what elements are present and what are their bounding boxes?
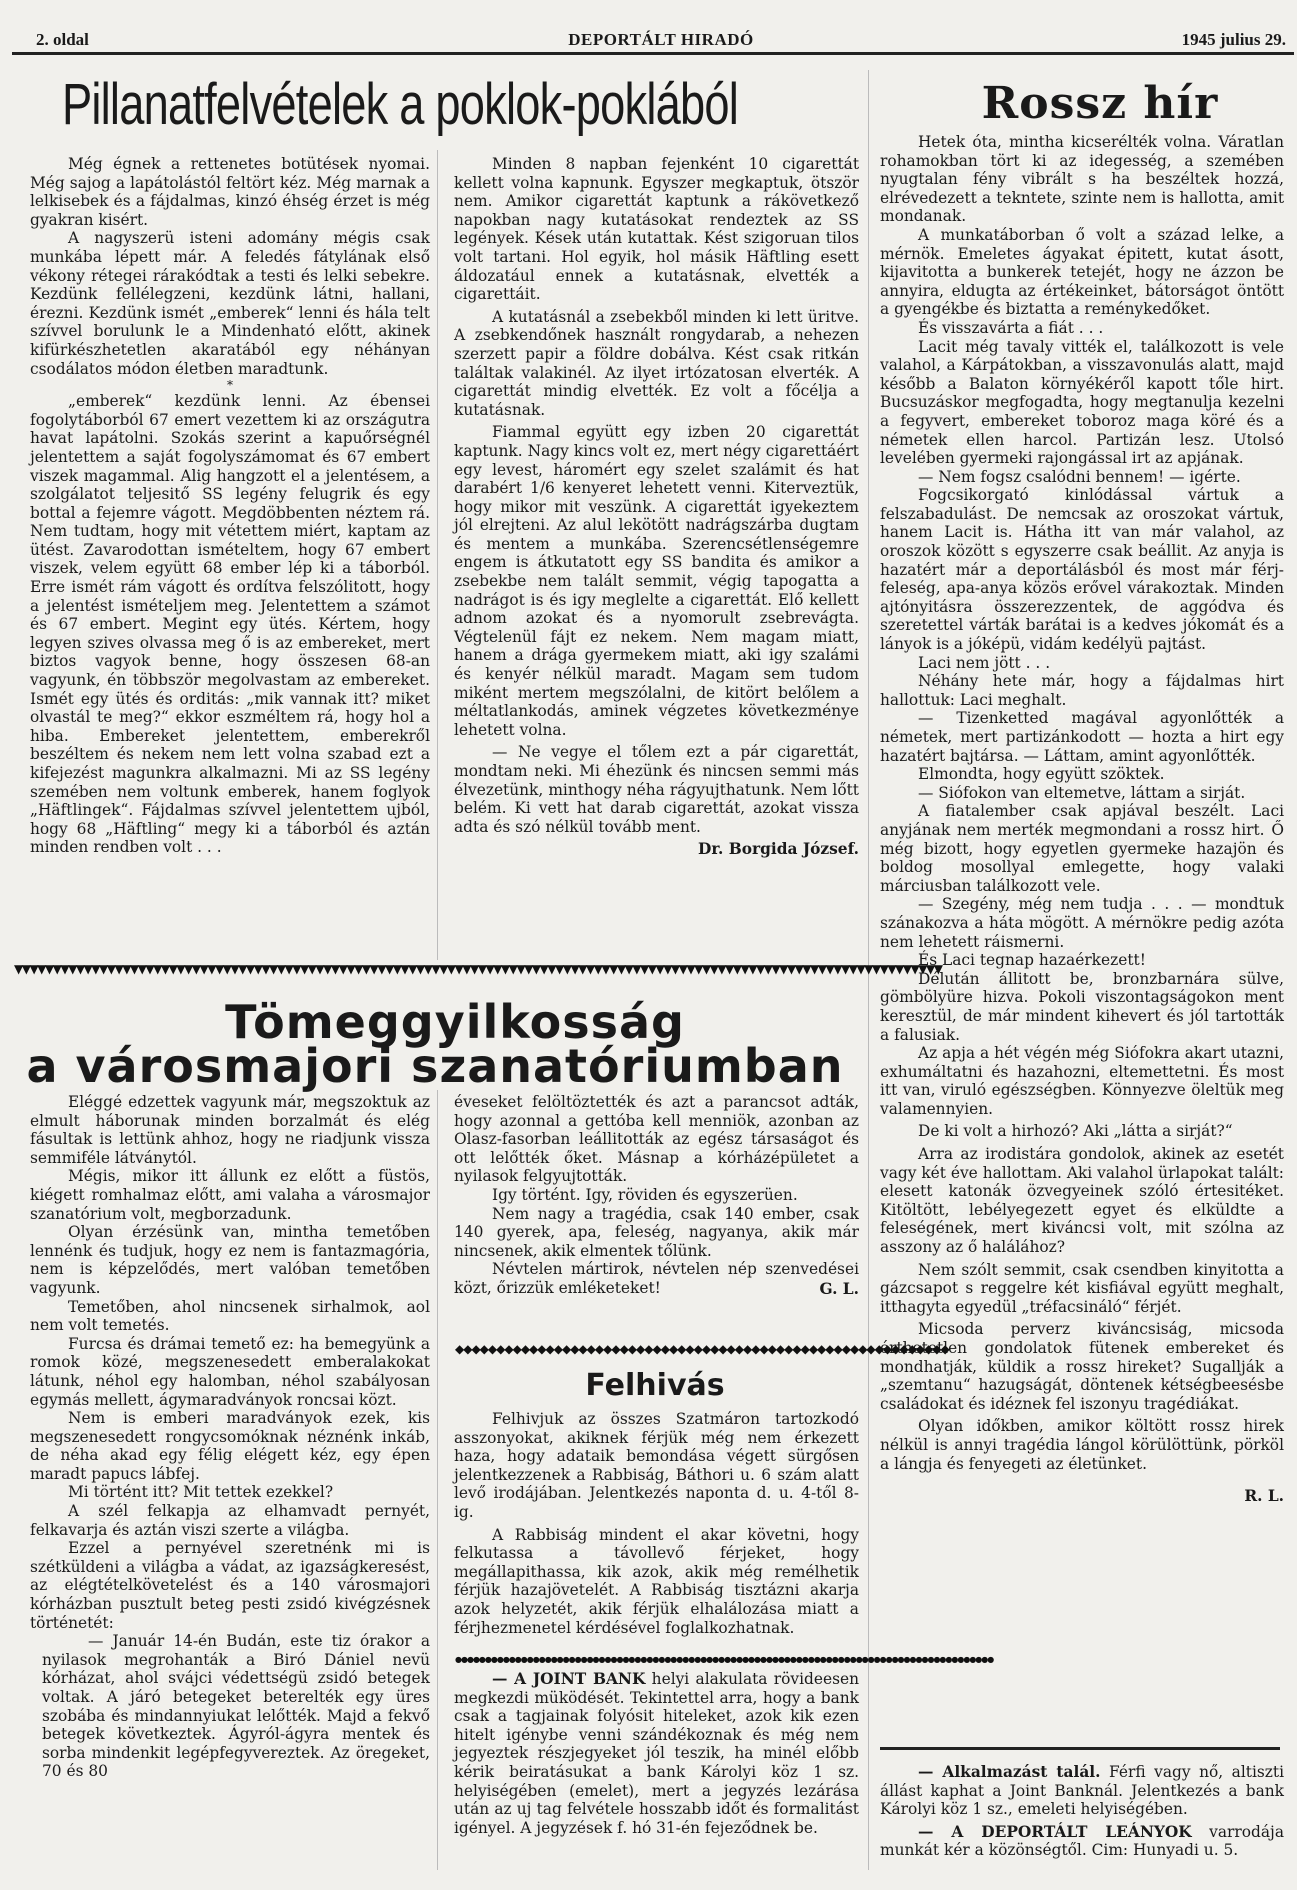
paragraph: A szél felkapja az elhamvadt pernyét, felkavarja és aztán viszi szerte a világba.: [30, 1502, 430, 1539]
paragraph: Arra az irodistára gondolok, akinek az esetét vagy két éve hallottam. Aki valahol ürlapokat talált: elesett katonák özvegyeinek szóló értesitéket. Kitöltött, lebélyegezett egyet és elküldte a feleségének, mert kiváncsi volt, mit szólna az asszony az ő halálához?: [880, 1145, 1284, 1257]
paragraph: — Tizenketted magával agyonlőtték a németek, mert partizánkodott — hozta a hirt egy hazatért bajtársa. — Láttam, amint agyonlőtték.: [880, 709, 1284, 765]
notice-lead: — A DEPORTÁLT LEÁNYOK: [918, 1822, 1192, 1841]
title-line-2: a városmajori szanatóriumban: [26, 1039, 844, 1093]
paragraph: — Siófokon van eltemetve, láttam a sirját.: [918, 783, 1246, 802]
paragraph: Furcsa és drámai temető ez: ha bemegyünk a romok közé, megszenesedett emberalakokat látunk, néhol egy halomban, néhol szabályosan egymás mellett, ágymaradványok roncsai közt.: [30, 1334, 430, 1409]
author-signature: Dr. Borgida József.: [697, 840, 859, 859]
paragraph: — Ne vegye el tőlem ezt a pár cigarettát, mondtam neki. Mi éhezünk és nincsen semmi más élvezetünk, minthogy néha rágyujthatunk. Nem lőtt belém. Ki vett hat darab cigarettát, azokat vissza adta és szó nélkül tovább ment.: [454, 743, 859, 836]
section-separator-star: *: [227, 378, 233, 393]
paragraph: És visszavárta a fiát . . .: [918, 318, 1104, 337]
paragraph: És Laci tegnap hazaérkezett!: [918, 951, 1146, 970]
paragraph: A munkatáborban ő volt a század lelke, a mérnök. Emeletes ágyakat épitett, kutat ásott, kijavitotta a bunkerek tetejét, hogy ne ázzon be annyira, eldugta az értékeinket, bátorságot öntött a gyengékbe és biztatta a reménykedőket.: [880, 225, 1284, 319]
paragraph: Eléggé edzettek vagyunk már, megszoktuk az elmult háborunak minden borzalmát és elég fásultak is lettünk ahhoz, hogy ne riadjunk vissza semmiféle látványtól.: [30, 1093, 430, 1167]
article-tomeggyilkossag-title: [0, 995, 870, 1093]
paragraph: A kutatásnál a zsebekből minden ki lett üritve. A zsebkendőnek használt rongydarab, a nehezen szerzett papir a földre dobálva. Kést csak ritkán találtak valakinél. Az ilyet irtózatosan elverték. A cigarettát mindig elvették. Ez volt a főcélja a kutatásnak.: [454, 307, 859, 419]
notice-lead: — A JOINT BANK: [492, 1670, 646, 1688]
paragraph: éveseket felöltöztették és azt a parancsot adták, hogy azonnal a gettóba kell menniök, azonban az Olasz-fasorban leállitották az egész társaságot és ott lelőtték őket. Másnap a kórházépületet a nyilasok felgyujtották.: [454, 1093, 859, 1186]
dotted-border-divider: ●●●●●●●●●●●●●●●●●●●●●●●●●●●●●●●●●●●●●●●●●●●●●●●●●●●●●●●●●●●●●●●●●●●●●●●●●●●●●●●●●●●●●●●●●●: [455, 1655, 994, 1664]
paragraph: Olyan érzésünk van, mintha temetőben lennénk és tudjuk, hogy ez nem is fantazmagória, nem is képzelődés, mert valóban temetőben vagyunk.: [30, 1223, 430, 1297]
paragraph: Ezzel a pernyével szeretnénk mi is szétküldeni a világba a vádat, az igazságkeresést, az elégtételkövetelést és a 140 városmajori kórházban pusztult beteg pesti zsidó kivégzésnek történetét:: [30, 1539, 430, 1632]
paragraph: Fogcsikorgató kinlódással vártuk a felszabadulást. De nemcsak az oroszokat vártuk, hanem Lacit is. Hátha itt van már valahol, az oroszok között s egyszerre csak beállit. Az anyja is hazatért már a deportálásból és most már férj-feleség, apa-anya közös erővel várakoztak. Minden ajtónyitásra összerezzentek, de aggódva és szeretettel várták barátai is a kedves jókomát és a lányok is a jóképü, vidám kedélyü pajtást.: [880, 486, 1284, 654]
article-pillanatfelvetelek-col1: [30, 155, 430, 857]
paragraph: Még égnek a rettenetes botütések nyomai. Még sajog a lapátolástól feltört kéz. Még marnak a lelkisebek és a fájdalmas, kinzó éhség érzet is még gyakran kisért.: [30, 155, 430, 229]
article-felhivas-title: Felhivás: [585, 1368, 725, 1403]
article-pillanatfelvetelek-title: Pillanatfelvételek a poklok-poklából: [62, 72, 739, 137]
paragraph: Minden 8 napban fejenként 10 cigarettát kellett volna kapnunk. Egyszer megkaptuk, ötször nem. Amikor cigarettát kaptunk a rákövetkező napokban nagy kutatásokat rendeztek az SS legények. Kések után kutattak. Kést szigoruan tilos volt tartani. Hol egyik, hol másik Häftling esett áldozatául ennek a kutatásnak, elvették a cigarettáit.: [454, 155, 859, 304]
paragraph: Nem nagy a tragédia, csak 140 ember, csak 140 gyerek, apa, feleség, nagyanya, akik már nincsenek, akik elmentek tőlünk.: [454, 1204, 859, 1260]
paragraph: Hetek óta, mintha kicserélték volna. Váratlan rohamokban tört ki az idegesség, a szemében nyugtalan fény vibrált s ha beszéltek hozzá, elrévedezett a tekntete, szinte nem is hallotta, amit mondanak.: [880, 133, 1284, 226]
masthead-rule: [12, 52, 1294, 55]
paragraph: Nem szólt semmit, csak csendben kinyitotta a gázcsapot s reggelre két kisfiával együtt meghalt, itthagyta egyedül „tréfacsináló“ férjét.: [880, 1260, 1284, 1316]
paragraph: Elmondta, hogy együtt szöktek.: [918, 765, 1165, 784]
paragraph: Mégis, mikor itt állunk ez előtt a füstös, kiégett romhalmaz előtt, ami valaha a városmajor szanatórium volt, megborzadunk.: [30, 1167, 430, 1223]
issue-date: 1945 julius 29.: [1181, 30, 1286, 49]
notice-seamstress: [880, 1823, 1284, 1860]
notice-joint-bank: [454, 1670, 859, 1837]
article-tomeggyilkossag-col1: [30, 1093, 430, 1781]
notice-lead: — Alkalmazást talál.: [918, 1763, 1101, 1781]
column-divider: [437, 150, 438, 960]
column-divider: [437, 1090, 438, 1870]
article-pillanatfelvetelek-col2: [454, 155, 859, 859]
paragraph: A nagyszerü isteni adomány mégis csak munkába lépett már. A feledés fátylának első vékony rétegei rárakódtak a testi és lelki sebekre. Kezdünk fellélegzeni, kezdünk látni, hallani, érezni. Kezdünk ismét „emberek“ lenni és hála telt szívvel borulunk le a Mindenható előtt, akinek kifürkészhetetlen akaratából egy néhányan csodálatos módon életben maradtunk.: [30, 229, 430, 378]
paragraph: Délután állitott be, bronzbarnára sülve, gömbölyüre hizva. Pokoli viszontagságokon ment keresztül, de már mindent kihevert és jól tartották a falusiak.: [880, 969, 1284, 1044]
paragraph: — Nem fogsz csalódni bennem! — igérte.: [918, 467, 1241, 486]
article-rossz-hir-body: [880, 133, 1284, 1506]
article-tomeggyilkossag-col2: [454, 1093, 859, 1298]
notice-text: varrodája munkát kér a közönségtől. Cim: Hunyadi u. 5.: [880, 1822, 1285, 1860]
article-rossz-hir-title: Rossz hír: [981, 78, 1219, 129]
paragraph: A fiatalember csak apjával beszélt. Laci anyjának nem merték megmondani a rossz hirt. Ő még bizott, hogy egyetlen gyermeke hazajön és boldog mosollyal emlegette, hogy valaki márciusban találkozott vele.: [880, 802, 1284, 895]
page-number: 2. oldal: [36, 30, 89, 49]
paragraph: Mi történt itt? Mit tettek ezekkel?: [68, 1483, 334, 1502]
paragraph: — Január 14-én Budán, este tiz órakor a nyilasok megrohanták a Biró Dániel nevü kórházat, ahol svájci védettségü zsidó betegek voltak. A járó betegeket beterelték egy üres szobába és mindannyiukat lelőtték. Majd a fekvő betegek következtek. Ágyról-ágyra mentek és sorba mindenkit legépfegyvereztek. Az öregeket, 70 és 80: [42, 1632, 430, 1781]
paragraph: Micsoda perverz kiváncsiság, micsoda érthetetlen gondolatok fütenek embereket és mondhatják, küldik a rossz hireket? Sugallják a „szemtanu“ hazugságát, döntenek kétségbeesésbe családokat és idéznek fel iszonyu tragédiákat.: [880, 1320, 1284, 1413]
paragraph: De ki volt a hirhozó? Aki „látta a sirját?“: [918, 1122, 1233, 1141]
paragraph: Lacit még tavaly vitték el, találkozott is vele valahol, a Kárpátokban, a visszavonulás alatt, majd később a Balaton környékéről kapott tőle hirt. Bucsuzáskor megfogadta, hogy megtanulja kezelni a fegyvert, embereket toboroz maga köré és a németek ellen harcol. Partizán lesz. Utolsó levelében gyermeki rajongással irt az apjának.: [880, 337, 1284, 468]
paragraph: Laci nem jött . . .: [918, 653, 1051, 672]
notice-text: Férfi vagy nő, altiszti állást kaphat a Joint Banknál. Jelentkezés a bank Károlyi köz 1 sz., emeleti helyiségében.: [880, 1763, 1284, 1819]
paragraph: Felhivjuk az összes Szatmáron tartozkodó asszonyokat, akiknek férjük még nem érkezett haza, hogy adataik bemondása végett sürgősen jelentkezzenek a Rabbiság, Báthori u. 6 szám alatt levő irodájában. Jelentkezés naponta d. u. 4-től 8-ig.: [454, 1410, 859, 1521]
paragraph: Névtelen mártirok, névtelen nép szenvedései közt, őrizzük emléketeket!: [454, 1260, 859, 1297]
paragraph: Néhány hete már, hogy a fájdalmas hirt hallottuk: Laci meghalt.: [880, 672, 1284, 709]
author-signature: G. L.: [819, 1279, 859, 1298]
notice-job: [880, 1763, 1284, 1819]
notices-classified: [880, 1763, 1284, 1860]
notice-divider-rule: [880, 1747, 1280, 1750]
paragraph: — Szegény, még nem tudja . . . — mondtuk szánakozva a háta mögött. A mérnökre pedig azóta nem lehetett ráismerni.: [880, 895, 1284, 951]
newspaper-name: DEPORTÁLT HIRADÓ: [568, 30, 754, 49]
title-line-1: Tömeggyilkosság: [225, 995, 685, 1049]
paragraph: Igy történt. Igy, röviden és egyszerüen.: [492, 1185, 798, 1204]
author-signature: R. L.: [1244, 1487, 1284, 1506]
paragraph: Az apja a hét végén még Siófokra akart utazni, exhumáltatni és hazahozni, eltemettetni. És most itt van, viruló egészségben. Könnyezve öleltük meg valamennyien.: [880, 1044, 1284, 1118]
article-felhivas-body: [454, 1410, 859, 1637]
paragraph: Fiammal együtt egy izben 20 cigarettát kaptunk. Nagy kincs volt ez, mert négy cigarettáért egy levest, háromért egy szelet szalámit és hat darabért 1/6 kenyeret lehetett venni. Kiterveztük, hogy mikor mit veszünk. A cigarettát igyekeztem jól elrejteni. Az alul lekötött nadrágszárba dugtam és mentem a munkába. Szerencsétlenségemre engem is átkutatott egy SS bandita és amikor a zsebekbe nem talált semmit, végig tapogatta a nadrágot is és igy meglelte a cigarettát. Elő kellett adnom azokat és a nyomorult zsebrevágta. Végtelenül fájt ez nekem. Nem magam miatt, hanem a drága gyermekem miatt, aki igy szalámi és kenyér nélkül maradt. Magam sem tudom miként mertem megszólalni, de kitört belőlem a méltatlankodás, aminek végzetes következménye lehetett volna.: [454, 423, 859, 739]
paragraph: A Rabbiság mindent el akar követni, hogy felkutassa a távollevő férjeket, hogy megállapithassa, kik azok, akik még remélhetik férjük hazajövetelét. A Rabbiság tisztázni akarja azok helyzetét, akik férjük elhalálozása miatt a férjhezmenetel kérdésével foglalkozhatnak.: [454, 1525, 859, 1637]
diamond-border-divider: ◆◆◆◆◆◆◆◆◆◆◆◆◆◆◆◆◆◆◆◆◆◆◆◆◆◆◆◆◆◆◆◆◆◆◆◆◆◆◆◆◆◆◆◆◆◆◆◆◆◆◆◆◆◆◆◆◆◆◆◆: [455, 1342, 949, 1356]
paragraph: Nem is emberi maradványok ezek, kis megszenesedett rongycsomóknak néznénk inkáb, de néha akad egy félig elégett kéz, egy épen maradt papucs lábfej.: [30, 1409, 430, 1483]
triangle-border-divider: ▼▼▼▼▼▼▼▼▼▼▼▼▼▼▼▼▼▼▼▼▼▼▼▼▼▼▼▼▼▼▼▼▼▼▼▼▼▼▼▼▼▼▼▼▼▼▼▼▼▼▼▼▼▼▼▼▼▼▼▼▼▼▼▼▼▼▼▼▼▼▼▼▼▼▼▼▼▼▼▼▼▼▼▼▼▼▼▼▼▼▼▼▼▼▼▼▼▼▼▼▼▼▼▼▼▼▼▼▼▼▼▼▼▼▼▼▼▼▼▼: [14, 962, 942, 976]
paragraph: Olyan időkben, amikor költött rossz hirek nélkül is annyi tragédia lángol körülöttünk, pörköl a lángja és fenyegeti az életünket.: [880, 1417, 1284, 1473]
masthead: [36, 30, 1286, 52]
paragraph: Temetőben, ahol nincsenek sirhalmok, aol nem volt temetés.: [30, 1297, 430, 1335]
notice-text: helyi alakulata rövideesen megkezdi müködését. Tekintettel arra, hogy a bank csak a tagjainak folyósit hiteleket, azok kik ezen hitelt igénybe venni szándékoznak és még nem jegyeztek részjegyeket jól teszik, ha minél előbb kérik beiratásukat a bank Károlyi köz 1 sz. helyiségében (emelet), mert a jegyzés lezárása után az uj tag felvétele hosszabb időt és formalitást igényel. A jegyzések f. hó 31-én fejeződnek be.: [454, 1670, 859, 1837]
paragraph: „emberek“ kezdünk lenni. Az ébensei fogolytáborból 67 emert vezettem ki az országutra havat lapátolni. Szokás szerint a kapuőrségnél jelentettem a saját fogolyszámomat és 67 embert viszek magammal. Alig hangzott el a jelentésem, a szolgálatot teljesitő SS legény felugrik és egy bottal a fejemre vágott. Megdöbbenten néztem rá. Nem tudtam, hogy mit vétettem miért, kaptam az ütést. Zavarodottan ismételtem, hogy 67 embert viszek, velem együtt 68 ember lép ki a táborból. Erre ismét rám vágott és ordítva felszólitott, hogy a jelentést ismételjem meg. Jelentettem a számot és 67 embert. Megint egy ütés. Kértem, hogy legyen szives olvassa meg ő is az embereket, mert biztos vagyok benne, hogy összesen 68-an vagyunk, én többször megolvastam az embereket. Ismét egy ütés és orditás: „mik vannak itt? miket olvastál te meg?“ ekkor eszméltem rá, hogy hol a hiba. Embereket jelentettem, emberekről beszéltem és nekem nem lett volna szabad ezt a kifejezést magunkra alkalmazni. Mi az SS legény szemében nem voltunk emberek, hanem foglyok „Häftlingek“. Fájdalmas szívvel jelentettem ujból, hogy 68 „Häftling“ megy ki a táborból és aztán minden rendben volt . . .: [30, 392, 430, 857]
